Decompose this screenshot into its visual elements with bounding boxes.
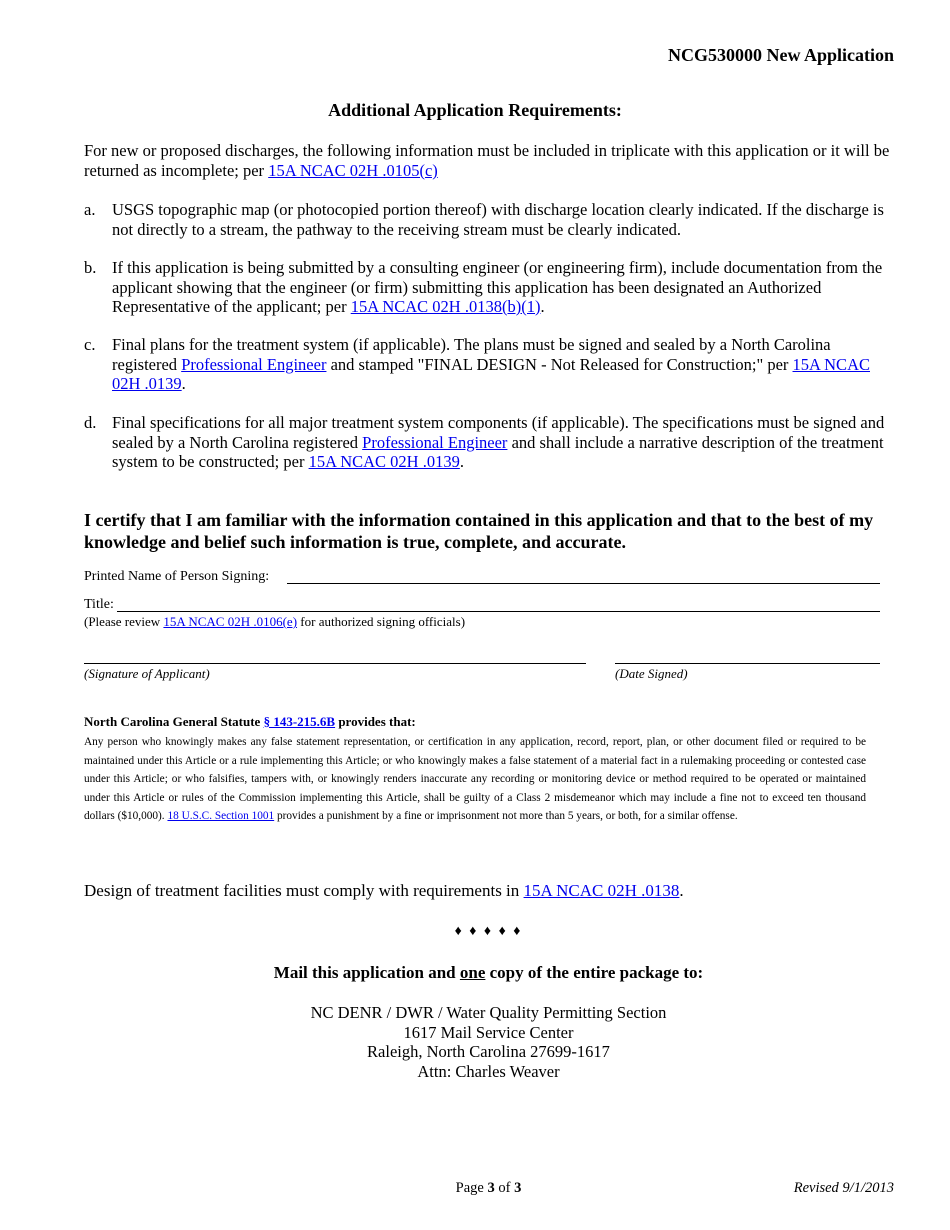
- item-label: d.: [84, 413, 97, 432]
- review-note-text: (Please review: [84, 614, 164, 629]
- item-text: Final specifications for all major treatment system components (if applicable). The specifications must be signed and sealed by a North Carolina registered: [112, 413, 885, 452]
- statute-text: provides a punishment by a fine or imprisonment not more than 5 years, or both, for a similar offense.: [274, 810, 738, 823]
- professional-engineer-link[interactable]: Professional Engineer: [362, 432, 508, 452]
- item-text: If this application is being submitted by a consulting engineer (or engineering firm), include documentation from the applicant showing that the engineer (or firm) submitting this application has been designated an Authorized Representative of the applicant; per: [112, 258, 883, 316]
- intro-paragraph: [84, 141, 896, 181]
- address-line-3: Raleigh, North Carolina 27699-1617: [367, 1042, 610, 1061]
- requirement-item-a: [84, 200, 896, 239]
- requirement-item-d: [84, 413, 896, 472]
- review-note: [84, 614, 465, 630]
- item-label: b.: [84, 258, 97, 277]
- form-id-header: NCG530000 New Application: [667, 45, 894, 65]
- statute-text: Any person who knowingly makes any false statement representation, or certification in any application, record, report, plan, or other document filed or required to be maintained under this Article or a rule implementing this Article; or who knowingly makes a false statement of a material fact in a rulemaking proceeding or contested case under this Article; or who falsifies, tampers with, or knowingly renders inaccurate any recording or monitoring device or method required to be operated or maintained under this Article or rules of the Commission implementing this Article, shall be guilty of a Class 2 misdemeanor which may include a fine not to exceed ten thousand dollars ($10,000).: [84, 736, 866, 823]
- diamond-separator: ♦ ♦ ♦ ♦ ♦: [454, 924, 523, 939]
- item-c-rule-link[interactable]: 15A NCAC 02H .0139: [112, 354, 870, 393]
- design-rule-link[interactable]: 15A NCAC 02H .0138: [523, 881, 680, 900]
- statute-heading-text: North Carolina General Statute: [84, 714, 264, 729]
- section-title: Additional Application Requirements:: [328, 100, 622, 120]
- date-line[interactable]: [615, 663, 880, 664]
- mail-heading-emphasis: one: [459, 963, 486, 982]
- printed-name-line[interactable]: [287, 583, 880, 584]
- certification-statement: I certify that I am familiar with the information contained in this application and that to the best of my knowledge and belief such information is true, complete, and accurate.: [84, 510, 874, 552]
- signature-caption: (Signature of Applicant): [84, 666, 210, 681]
- item-end: .: [181, 374, 186, 393]
- mail-heading: [0, 963, 950, 983]
- printed-name-label: Printed Name of Person Signing:: [84, 569, 270, 584]
- statute-heading: [84, 714, 416, 730]
- item-text: Final plans for the treatment system (if applicable). The plans must be signed and sealed by a North Carolina registered: [112, 335, 831, 374]
- mail-heading-text: copy of the entire package to:: [485, 963, 704, 982]
- signature-line[interactable]: [84, 663, 586, 664]
- item-d-rule-link[interactable]: 15A NCAC 02H .0139: [308, 452, 460, 471]
- review-note-text: for authorized signing officials): [297, 614, 466, 629]
- statute-body: [84, 733, 866, 826]
- requirement-item-c: [84, 335, 896, 394]
- mail-heading-text: Mail this application and: [273, 963, 460, 982]
- page-text: Page: [455, 1180, 488, 1196]
- page-current: 3: [487, 1180, 495, 1196]
- item-label: a.: [84, 200, 96, 219]
- revision-date: Revised 9/1/2013: [793, 1180, 894, 1196]
- design-requirement: [84, 881, 684, 901]
- requirement-item-b: [84, 258, 896, 317]
- date-caption: (Date Signed): [615, 666, 688, 681]
- intro-text: For new or proposed discharges, the following information must be included in triplicate with this application or it will be returned as incomplete; per: [84, 141, 890, 180]
- statute-heading-text: provides that:: [335, 714, 416, 729]
- page-total: 3: [514, 1180, 522, 1196]
- item-b-rule-link[interactable]: 15A NCAC 02H .0138(b)(1): [350, 297, 541, 316]
- professional-engineer-link[interactable]: Professional Engineer: [181, 354, 327, 374]
- item-label: c.: [84, 335, 96, 354]
- item-text: and shall include a narrative description of the treatment system to be constructed; per: [112, 432, 884, 471]
- statute-link[interactable]: § 143-215.6B: [263, 714, 336, 729]
- item-end: .: [459, 452, 464, 471]
- title-line[interactable]: [117, 611, 880, 612]
- intro-rule-link[interactable]: 15A NCAC 02H .0105(c): [268, 161, 438, 180]
- item-text: and stamped "FINAL DESIGN - Not Released for Construction;" per: [326, 354, 793, 374]
- address-line-4: Attn: Charles Weaver: [417, 1062, 560, 1081]
- usc-link[interactable]: 18 U.S.C. Section 1001: [167, 810, 275, 823]
- title-label: Title:: [84, 597, 114, 612]
- item-end: .: [540, 297, 545, 316]
- address-line-1: NC DENR / DWR / Water Quality Permitting Section: [310, 1003, 667, 1022]
- page-text: of: [494, 1180, 515, 1196]
- design-end: .: [679, 881, 684, 900]
- design-text: Design of treatment facilities must comply with requirements in: [84, 881, 524, 900]
- item-text: USGS topographic map (or photocopied portion thereof) with discharge location clearly indicated. If the discharge is not directly to a stream, the pathway to the receiving stream must be clearly indicated.: [112, 200, 884, 239]
- address-line-2: 1617 Mail Service Center: [403, 1023, 574, 1042]
- signing-officials-link[interactable]: 15A NCAC 02H .0106(e): [163, 614, 298, 629]
